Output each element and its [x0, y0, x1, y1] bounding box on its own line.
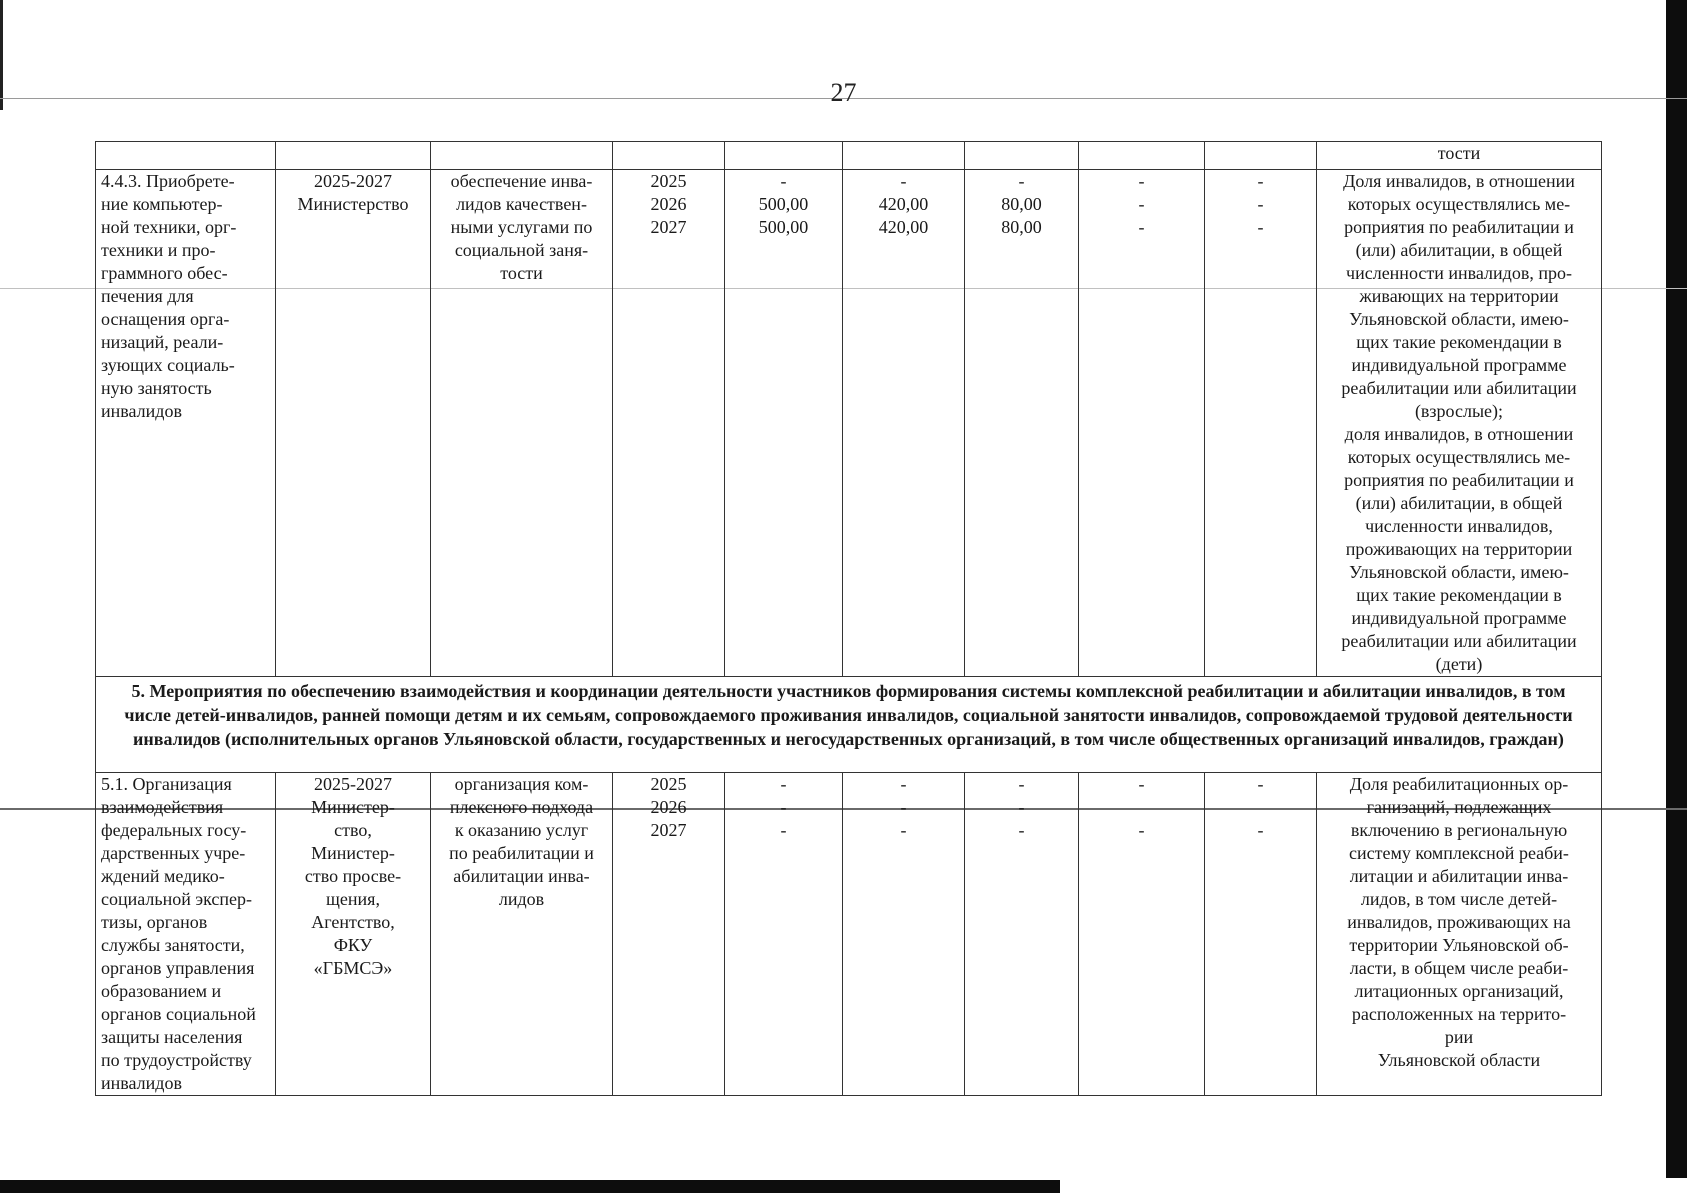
federal-cell — [965, 773, 1079, 1096]
table-cell — [613, 142, 725, 170]
amount-value: - — [780, 797, 787, 817]
amount-value: - — [780, 820, 787, 840]
measure-executor: Министерство — [297, 194, 409, 214]
regional-cell — [843, 773, 965, 1096]
amount-value: - — [1257, 171, 1264, 191]
amount-value: - — [1257, 820, 1264, 840]
table-cell — [965, 142, 1079, 170]
table-row-4-4-3 — [96, 170, 1602, 677]
page-number: 27 — [830, 78, 857, 107]
amount-value: 500,00 — [758, 217, 809, 237]
amount-value: 80,00 — [1001, 194, 1042, 214]
year-value: 2026 — [650, 194, 687, 214]
other-cell — [1205, 170, 1317, 677]
amount-value: - — [1138, 217, 1145, 237]
table-row-5-1 — [96, 773, 1602, 1096]
federal-cell — [965, 170, 1079, 677]
amount-value: - — [1018, 774, 1025, 794]
amount-value: - — [1138, 774, 1145, 794]
measure-period: 2025-2027 — [314, 171, 392, 191]
amount-value: - — [1138, 171, 1145, 191]
scan-right-edge — [1666, 0, 1687, 1178]
amount-value: - — [1018, 797, 1025, 817]
section-title: 5. Мероприятия по обеспечению взаимодействия и координации деятельности участников формирования системы комплексной реабилитации и абилитации инвалидов, в том числе детей-инвалидов, ранней помощи детям и их семьям, сопровождаемого проживания инвалидов, социальной занятости инвалидов, сопровождаемой трудовой деятельности инвалидов (исполнительных органов Ульяновской области, государственных и негосударственных организаций, в том числе общественных организаций инвалидов, граждан) — [96, 677, 1602, 773]
target-indicator: Доля инвалидов, в отношении которых осуществлялись ме- роприятия по реабилитации и (или) абилитации, в общей численности инвалидов, про- живающих на территории Ульяновской области, имею- щих такие рекомендации в индивидуальной программе реабилитации или абилитации (взрослые); доля инвалидов, в отношении которых осуществлялись ме- роприятия по реабилитации и (или) абилитации, в общей численности инвалидов, проживающих на территории Ульяновской области, имею- щих такие рекомендации в индивидуальной программе реабилитации или абилитации (дети) — [1317, 170, 1602, 677]
amount-value: - — [900, 171, 907, 191]
amount-value: - — [1257, 217, 1264, 237]
year-value: 2025 — [650, 774, 687, 794]
local-cell — [1079, 773, 1205, 1096]
amount-value: - — [1257, 194, 1264, 214]
amount-value: - — [900, 797, 907, 817]
table-cell — [1079, 142, 1205, 170]
measure-period: 2025-2027 — [314, 774, 392, 794]
amount-value: 500,00 — [758, 194, 809, 214]
local-cell — [1079, 170, 1205, 677]
year-value: 2025 — [650, 171, 687, 191]
table-header-tail — [96, 142, 1602, 170]
amount-value — [1210, 796, 1311, 819]
indicator-tail: тости — [1317, 142, 1602, 170]
measures-table — [95, 141, 1602, 1096]
amount-value: - — [1018, 820, 1025, 840]
table-cell — [843, 142, 965, 170]
amount-value: - — [1138, 820, 1145, 840]
measure-name: 4.4.3. Приобрете- ние компьютер- ной техники, орг- техники и про- граммного обес- печения для оснащения орга- низаций, реали- зующих социаль- ную занятость инвалидов — [96, 170, 276, 677]
amount-value: - — [780, 171, 787, 191]
total-cell — [725, 773, 843, 1096]
years-cell — [613, 170, 725, 677]
measure-name: 5.1. Организация взаимодействия федеральных госу- дарственных учре- ждений медико- социальной экспер- тизы, органов службы занятости, органов управления образованием и органов социальной защиты населения по трудоустройству инвалидов — [96, 773, 276, 1096]
period-executor — [276, 170, 431, 677]
table-cell — [431, 142, 613, 170]
amount-value: - — [900, 820, 907, 840]
amount-value: 80,00 — [1001, 217, 1042, 237]
year-value: 2027 — [650, 217, 687, 237]
measure-result: организация ком- плексного подхода к оказанию услуг по реабилитации и абилитации инва- лидов — [431, 773, 613, 1096]
table-cell — [725, 142, 843, 170]
table-cell — [1205, 142, 1317, 170]
amount-value: - — [1018, 171, 1025, 191]
year-value: 2026 — [650, 797, 687, 817]
amount-value: - — [1257, 774, 1264, 794]
total-cell — [725, 170, 843, 677]
amount-value: - — [900, 774, 907, 794]
table-cell — [276, 142, 431, 170]
year-value: 2027 — [650, 820, 687, 840]
amount-value — [1084, 796, 1199, 819]
measure-executor: Министер- ство, Министер- ство просве- щения, Агентство, ФКУ «ГБМСЭ» — [304, 797, 402, 978]
other-cell — [1205, 773, 1317, 1096]
section-5-heading-row — [96, 677, 1602, 773]
scan-bottom-edge — [0, 1180, 1060, 1193]
amount-value: - — [780, 774, 787, 794]
amount-value: 420,00 — [878, 194, 929, 214]
amount-value: - — [1138, 194, 1145, 214]
regional-cell — [843, 170, 965, 677]
target-indicator: Доля реабилитационных ор- ганизаций, подлежащих включению в региональную систему комплексной реаби- литации и абилитации инва- лидов, в том числе детей- инвалидов, проживающих на территории Ульяновской об- ласти, в общем числе реаби- литационных организаций, расположенных на террито- рии Ульяновской области — [1317, 773, 1602, 1096]
period-executor — [276, 773, 431, 1096]
amount-value: 420,00 — [878, 217, 929, 237]
table-cell — [96, 142, 276, 170]
years-cell — [613, 773, 725, 1096]
measure-result: обеспечение инва- лидов качествен- ными услугами по социальной заня- тости — [431, 170, 613, 677]
